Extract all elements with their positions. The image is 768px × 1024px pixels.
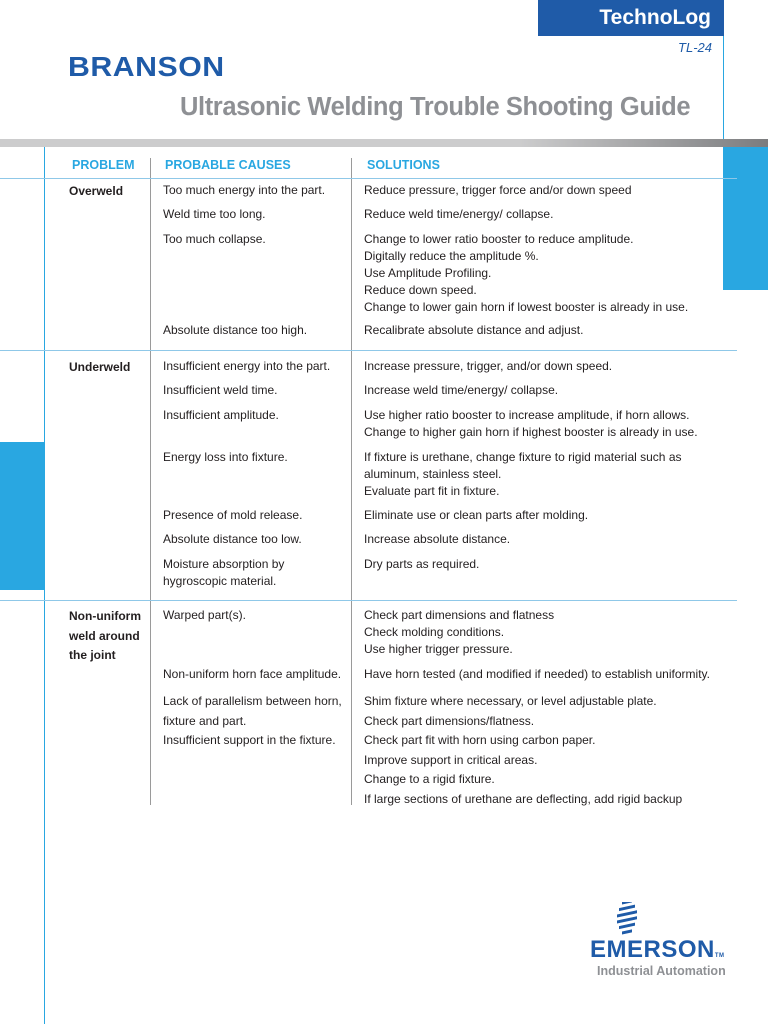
cause-cell	[163, 507, 343, 524]
solution-text: Increase absolute distance.	[364, 532, 511, 546]
document-number: TL-24	[678, 40, 712, 55]
cause-text: Insufficient support in the fixture.	[163, 733, 336, 747]
branson-logo: BRANSON	[68, 51, 225, 82]
right-accent-line	[723, 36, 724, 140]
solution-text: Digitally reduce the amplitude %.	[364, 249, 539, 263]
cause-cell	[163, 556, 343, 590]
solution-text: Use Amplitude Profiling.	[364, 266, 492, 280]
emerson-globe-icon	[610, 902, 646, 938]
solution-cell	[364, 449, 724, 500]
cause-text: Insufficient weld time.	[163, 383, 278, 397]
right-blue-block	[723, 147, 768, 290]
column-separator-solutions	[351, 158, 352, 805]
solution-cell	[364, 358, 724, 375]
solution-text: Dry parts as required.	[364, 557, 480, 571]
cause-cell	[163, 322, 343, 339]
solution-cell	[364, 607, 724, 658]
cause-text: Insufficient amplitude.	[163, 408, 279, 422]
trademark-mark: TM	[714, 953, 725, 959]
technolog-tab: TechnoLog	[538, 0, 724, 36]
solution-text: Check part fit with horn using carbon paper.	[364, 733, 596, 747]
solution-text: Increase pressure, trigger, and/or down speed.	[364, 359, 613, 373]
emerson-logo	[590, 936, 725, 964]
section-divider	[0, 600, 737, 601]
cause-text: Absolute distance too high.	[163, 323, 308, 337]
cause-cell	[163, 206, 343, 223]
division-name: Industrial Automation	[597, 964, 726, 978]
solution-cell	[364, 507, 724, 524]
section-divider	[0, 178, 737, 179]
solution-cell	[364, 182, 724, 199]
emerson-wordmark: EMERSON	[590, 936, 715, 963]
cause-text: Absolute distance too low.	[163, 532, 302, 546]
solution-text: Evaluate part fit in fixture.	[364, 484, 500, 498]
solution-cell	[364, 231, 724, 316]
page-title: Ultrasonic Welding Trouble Shooting Guide	[180, 93, 691, 121]
solution-text: Shim fixture where necessary, or level adjustable plate.	[364, 694, 657, 708]
solution-text: Have horn tested (and modified if needed) to establish uniformity.	[364, 667, 710, 681]
cause-cell	[163, 231, 343, 248]
cause-text: Too much collapse.	[163, 232, 266, 246]
solution-text: Use higher ratio booster to increase amplitude, if horn allows.	[364, 408, 690, 422]
cause-text: Moisture absorption by	[163, 557, 285, 571]
solution-text: Recalibrate absolute distance and adjust.	[364, 323, 584, 337]
solution-text: Check part dimensions and flatness	[364, 608, 555, 622]
solution-text: Eliminate use or clean parts after molding.	[364, 508, 589, 522]
solution-text: Increase weld time/energy/ collapse.	[364, 383, 559, 397]
problem-label: Overweld	[69, 184, 124, 198]
solution-text: Change to lower gain horn if lowest booster is already in use.	[364, 300, 689, 314]
cause-cell	[163, 531, 343, 548]
solution-cell	[364, 407, 724, 441]
solution-text: Change to higher gain horn if highest booster is already in use.	[364, 425, 698, 439]
cause-text: hygroscopic material.	[163, 574, 277, 588]
cause-cell	[163, 692, 343, 751]
cause-text: Too much energy into the part.	[163, 183, 326, 197]
solution-text: Change to a rigid fixture.	[364, 772, 495, 786]
cause-text: Non-uniform horn face amplitude.	[163, 667, 342, 681]
cause-cell	[163, 182, 343, 199]
column-heading-causes: PROBABLE CAUSES	[165, 158, 291, 172]
solution-text: Improve support in critical areas.	[364, 752, 538, 767]
solution-text: Reduce down speed.	[364, 283, 477, 297]
cause-text: Lack of parallelism between horn,	[163, 694, 342, 708]
section-divider	[0, 350, 737, 351]
solution-text: Check molding conditions.	[364, 625, 505, 639]
solution-text: aluminum, stainless steel.	[364, 467, 502, 481]
cause-text: Weld time too long.	[163, 207, 266, 221]
cause-cell	[163, 358, 343, 375]
solution-cell	[364, 556, 724, 573]
solution-cell	[364, 206, 724, 223]
column-heading-problem: PROBLEM	[72, 158, 135, 172]
cause-text: Energy loss into fixture.	[163, 450, 288, 464]
solution-cell	[364, 692, 724, 809]
left-blue-block	[0, 442, 45, 590]
cause-cell	[163, 407, 343, 424]
solution-text: Change to lower ratio booster to reduce amplitude.	[364, 232, 634, 246]
solution-text: Check part dimensions/flatness.	[364, 713, 535, 728]
solution-text: Reduce weld time/energy/ collapse.	[364, 207, 554, 221]
cause-text: Presence of mold release.	[163, 508, 303, 522]
cause-cell	[163, 382, 343, 399]
solution-text: If large sections of urethane are deflecting, add rigid backup	[364, 791, 683, 806]
problem-label: Underweld	[69, 360, 131, 374]
cause-text: fixture and part.	[163, 713, 247, 728]
cause-cell	[163, 607, 343, 624]
solution-text: Use higher trigger pressure.	[364, 642, 513, 656]
solution-text: Reduce pressure, trigger force and/or down speed	[364, 183, 632, 197]
solution-cell	[364, 666, 724, 683]
solution-cell	[364, 382, 724, 399]
problem-label: Non-uniform weld around the joint	[69, 609, 141, 662]
solution-cell	[364, 531, 724, 548]
solution-cell	[364, 322, 724, 339]
header-divider-gradient	[520, 139, 768, 147]
cause-text: Insufficient energy into the part.	[163, 359, 331, 373]
cause-cell	[163, 449, 343, 466]
cause-text: Warped part(s).	[163, 608, 246, 622]
solution-text: If fixture is urethane, change fixture to rigid material such as	[364, 450, 682, 464]
column-separator-causes	[150, 158, 151, 805]
column-heading-solutions: SOLUTIONS	[367, 158, 440, 172]
cause-cell	[163, 666, 343, 683]
